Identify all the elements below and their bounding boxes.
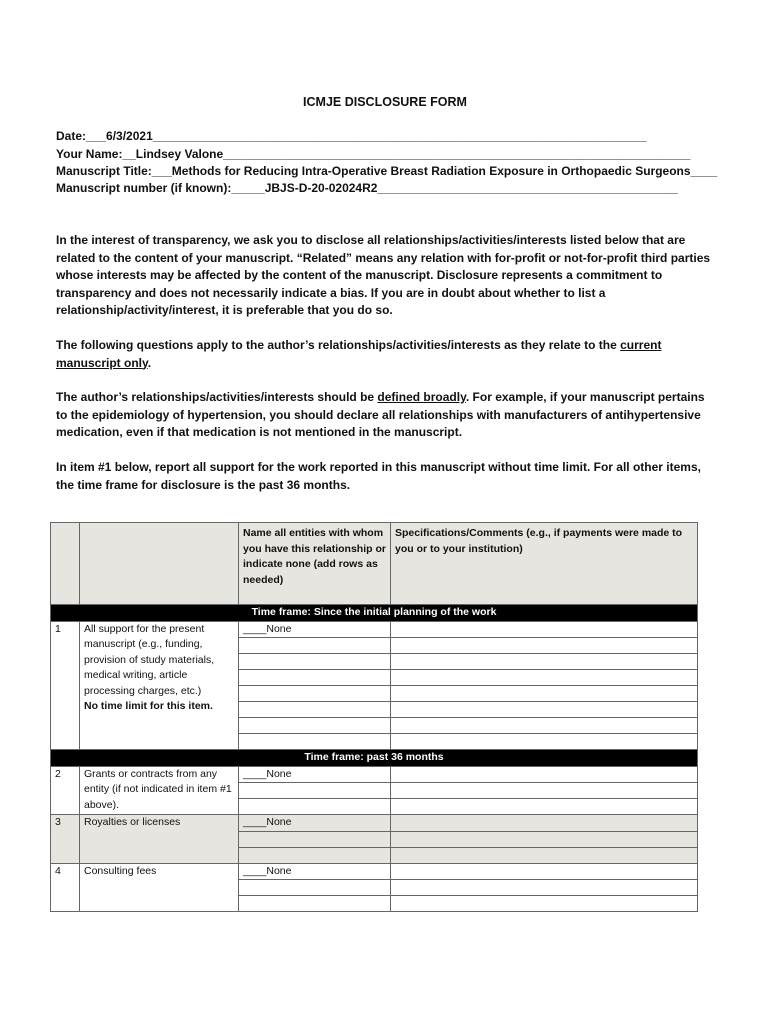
comment-cell[interactable]: [391, 896, 698, 912]
disclosure-table: [50, 522, 698, 912]
item-number: 1: [51, 621, 80, 750]
date-field: Date:___6/3/2021__________________________________________________________________________: [56, 129, 647, 143]
entity-value[interactable]: ____None: [239, 621, 391, 638]
table-header-row: [51, 523, 698, 605]
item-description: Royalties or licenses: [80, 815, 239, 864]
item-number: 2: [51, 766, 80, 815]
timeframe-bar-2: Time frame: past 36 months: [51, 750, 698, 767]
comment-cell[interactable]: [391, 654, 698, 670]
comment-cell[interactable]: [391, 621, 698, 638]
entity-cell[interactable]: [239, 638, 391, 654]
manuscript-number-field: Manuscript number (if known):_____JBJS-D-20-02024R2_____________________________________________: [56, 181, 678, 195]
entity-cell[interactable]: [239, 896, 391, 912]
comment-cell[interactable]: [391, 718, 698, 734]
table-row: [51, 815, 698, 832]
item-description: Grants or contracts from any entity (if not indicated in item #1 above).: [80, 766, 239, 815]
item-number: 3: [51, 815, 80, 864]
comment-cell[interactable]: [391, 863, 698, 880]
entity-cell[interactable]: [239, 847, 391, 863]
entity-cell[interactable]: [239, 783, 391, 799]
entity-cell[interactable]: [239, 654, 391, 670]
comment-cell[interactable]: [391, 831, 698, 847]
comment-cell[interactable]: [391, 670, 698, 686]
comment-cell[interactable]: [391, 686, 698, 702]
comment-cell[interactable]: [391, 734, 698, 750]
comment-cell[interactable]: [391, 799, 698, 815]
table-row: [51, 766, 698, 783]
comment-cell[interactable]: [391, 815, 698, 832]
comment-cell[interactable]: [391, 783, 698, 799]
entity-cell[interactable]: [239, 880, 391, 896]
entity-cell[interactable]: [239, 686, 391, 702]
manuscript-title-field: Manuscript Title:___Methods for Reducing Intra-Operative Breast Radiation Exposure in Orthopaedic Surgeons____: [56, 164, 718, 178]
item-description: Consulting fees: [80, 863, 239, 912]
transparency-paragraph: In the interest of transparency, we ask you to disclose all relationships/activities/interests listed below that are related to the content of your manuscript. “Related” means any relation with for-profit or not-for-profit third parties whose interests may be affected by the content of the manuscript. Disclosure represents a commitment to transparency and does not necessarily indicate a bias. If you are in doubt about whether to list a relationship/activity/interest, it is preferable that you do so.: [56, 233, 711, 317]
comment-cell[interactable]: [391, 880, 698, 896]
entity-cell[interactable]: [239, 718, 391, 734]
header-num-cell: [51, 523, 80, 605]
item-description: All support for the present manuscript (e.g., funding, provision of study materials, medical writing, article processing charges, etc.) No time limit for this item.: [80, 621, 239, 750]
name-field: Your Name:__Lindsey Valone______________________________________________________________________: [56, 147, 691, 161]
timeframe-bar-1: Time frame: Since the initial planning of the work: [51, 605, 698, 622]
form-title: ICMJE DISCLOSURE FORM: [303, 95, 467, 109]
entities-column-header: Name all entities with whom you have this relationship or indicate none (add rows as needed): [239, 523, 391, 605]
header-desc-cell: [80, 523, 239, 605]
time-frame-paragraph: In item #1 below, report all support for the work reported in this manuscript without time limit. For all other items, the time frame for disclosure is the past 36 months.: [56, 460, 701, 492]
entity-value[interactable]: ____None: [239, 766, 391, 783]
entity-value[interactable]: ____None: [239, 815, 391, 832]
specifications-column-header: Specifications/Comments (e.g., if payments were made to you or to your institution): [391, 523, 698, 605]
entity-cell[interactable]: [239, 670, 391, 686]
comment-cell[interactable]: [391, 702, 698, 718]
entity-cell[interactable]: [239, 702, 391, 718]
entity-cell[interactable]: [239, 831, 391, 847]
scope-paragraph: The following questions apply to the author’s relationships/activities/interests as they relate to the current manuscript only.: [56, 338, 662, 370]
comment-cell[interactable]: [391, 766, 698, 783]
entity-cell[interactable]: [239, 799, 391, 815]
broad-definition-paragraph: The author’s relationships/activities/interests should be defined broadly. For example, if your manuscript pertains to the epidemiology of hypertension, you should declare all relationships with manufacturers of antihypertensive medication, even if that medication is not mentioned in the manuscript.: [56, 390, 705, 439]
table-row: [51, 863, 698, 880]
item-number: 4: [51, 863, 80, 912]
comment-cell[interactable]: [391, 847, 698, 863]
table-row: [51, 621, 698, 638]
comment-cell[interactable]: [391, 638, 698, 654]
entity-value[interactable]: ____None: [239, 863, 391, 880]
entity-cell[interactable]: [239, 734, 391, 750]
